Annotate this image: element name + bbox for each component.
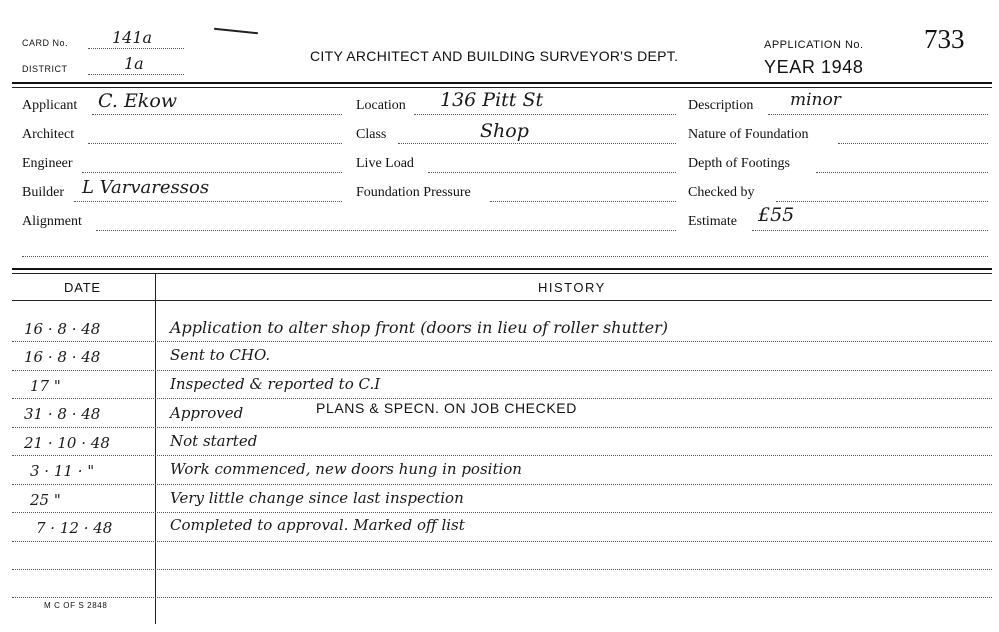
district-label: DISTRICT [22,64,68,74]
district-value: 1a [124,54,144,73]
history-entry: Application to alter shop front (doors in lieu of roller shutter) [170,318,668,337]
nature-of-foundation-label: Nature of Foundation [688,127,809,142]
alignment-label: Alignment [22,214,82,229]
architect-label: Architect [22,127,75,142]
history-date: 25 " [30,491,61,509]
location-label: Location [356,98,406,113]
card-no-label: CARD No. [22,38,69,48]
approval-stamp: PLANS & SPECN. ON JOB CHECKED [316,400,577,416]
history-entry: Work commenced, new doors hung in position [170,460,522,478]
history-date: 16 · 8 · 48 [24,348,101,366]
history-entry: Sent to CHO. [170,346,271,364]
engineer-label: Engineer [22,156,73,171]
date-column-header: DATE [64,280,101,295]
history-entry: Inspected & reported to C.I [170,375,381,393]
applicant-label: Applicant [22,98,78,113]
application-no-label: APPLICATION No. [764,39,864,51]
history-entry: Not started [170,432,258,450]
history-date: 31 · 8 · 48 [24,405,101,423]
history-entry: Very little change since last inspection [170,489,464,507]
form-code: M C OF S 2848 [44,601,108,610]
description-value: minor [790,90,841,110]
class-label: Class [356,127,387,142]
department-title: CITY ARCHITECT AND BUILDING SURVEYOR'S DEPT. [310,48,679,64]
history-column-header: HISTORY [538,280,606,295]
live-load-label: Live Load [356,156,414,171]
history-date: 3 · 11 · " [30,462,95,480]
history-date: 7 · 12 · 48 [36,519,113,537]
history-date: 21 · 10 · 48 [24,434,110,452]
estimate-value: £55 [758,204,795,226]
card-no-value: 141a [112,28,153,47]
history-date: 17 " [30,377,61,395]
estimate-label: Estimate [688,214,737,229]
applicant-value: C. Ekow [98,90,178,112]
depth-of-footings-label: Depth of Footings [688,156,790,171]
history-entry: Completed to approval. Marked off list [170,516,465,534]
description-label: Description [688,98,754,113]
class-value: Shop [480,120,529,142]
location-value: 136 Pitt St [440,89,544,111]
history-date: 16 · 8 · 48 [24,320,101,338]
checked-by-label: Checked by [688,185,755,200]
pen-mark [214,28,258,35]
foundation-pressure-label: Foundation Pressure [356,185,471,200]
history-entry: Approved [170,404,244,422]
application-number: 733 [924,24,965,54]
year: YEAR 1948 [764,57,864,77]
builder-label: Builder [22,185,64,200]
builder-value: L Varvaressos [82,177,210,198]
